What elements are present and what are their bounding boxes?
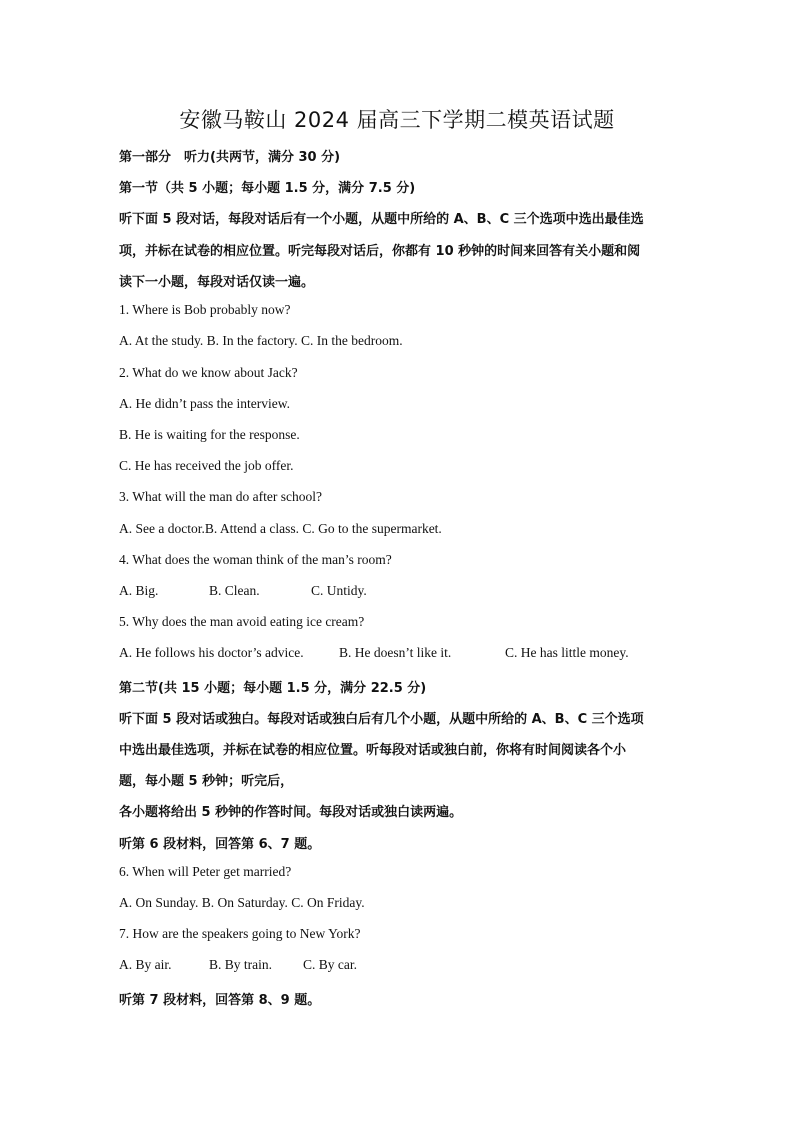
question-5-option-c: C. He has little money. — [505, 645, 629, 660]
part1-heading: 第一部分 听力(共两节，满分 30 分) — [119, 150, 341, 165]
question-4-option-a: A. Big. — [119, 583, 159, 598]
question-2-option-c: C. He has received the job offer. — [119, 458, 294, 473]
listen-material-6: 听第 6 段材料，回答第 6、7 题。 — [119, 837, 321, 852]
section2-instruction-line: 题，每小题 5 秒钟；听完后， — [119, 774, 294, 789]
question-1-options: A. At the study. B. In the factory. C. In the bedroom. — [119, 333, 403, 348]
section2-instruction-line: 听下面 5 段对话或独白。每段对话或独白后有几个小题，从题中所给的 A、B、C 三个选项 — [119, 712, 644, 727]
question-5: 5. Why does the man avoid eating ice cream? — [119, 614, 365, 629]
question-4: 4. What does the woman think of the man’s room? — [119, 552, 392, 567]
question-6: 6. When will Peter get married? — [119, 864, 292, 879]
question-2: 2. What do we know about Jack? — [119, 365, 298, 380]
question-4-option-c: C. Untidy. — [311, 583, 367, 598]
question-2-option-b: B. He is waiting for the response. — [119, 427, 300, 442]
question-7-option-c: C. By car. — [303, 957, 357, 972]
section1-instruction-line: 听下面 5 段对话，每段对话后有一个小题，从题中所给的 A、B、C 三个选项中选出最佳选 — [119, 212, 644, 227]
section1-instruction-line: 项，并标在试卷的相应位置。听完每段对话后，你都有 10 秒钟的时间来回答有关小题和阅 — [119, 244, 641, 259]
question-7-options — [119, 957, 357, 973]
section2-instruction-line: 各小题将给出 5 秒钟的作答时间。每段对话或独白读两遍。 — [119, 805, 463, 820]
listen-material-7: 听第 7 段材料，回答第 8、9 题。 — [119, 993, 321, 1008]
question-3: 3. What will the man do after school? — [119, 489, 322, 504]
question-4-options — [119, 583, 367, 599]
question-5-option-a: A. He follows his doctor’s advice. — [119, 645, 304, 660]
section1-heading: 第一节（共 5 小题；每小题 1.5 分，满分 7.5 分) — [119, 181, 416, 196]
document-title: 安徽马鞍山 2024 届高三下学期二模英语试题 — [179, 108, 615, 132]
question-6-options: A. On Sunday. B. On Saturday. C. On Friday. — [119, 895, 365, 910]
section1-instruction-line: 读下一小题，每段对话仅读一遍。 — [119, 275, 315, 290]
question-5-option-b: B. He doesn’t like it. — [339, 645, 452, 660]
question-2-option-a: A. He didn’t pass the interview. — [119, 396, 290, 411]
section2-heading: 第二节(共 15 小题；每小题 1.5 分，满分 22.5 分) — [119, 681, 427, 696]
question-7: 7. How are the speakers going to New York? — [119, 926, 361, 941]
section2-instruction-line: 中选出最佳选项，并标在试卷的相应位置。听每段对话或独白前，你将有时间阅读各个小 — [119, 743, 627, 758]
question-5-options — [119, 645, 629, 661]
question-7-option-a: A. By air. — [119, 957, 172, 972]
question-3-options: A. See a doctor.B. Attend a class. C. Go to the supermarket. — [119, 521, 442, 536]
question-4-option-b: B. Clean. — [209, 583, 260, 598]
question-7-option-b: B. By train. — [209, 957, 272, 972]
question-1: 1. Where is Bob probably now? — [119, 302, 291, 317]
